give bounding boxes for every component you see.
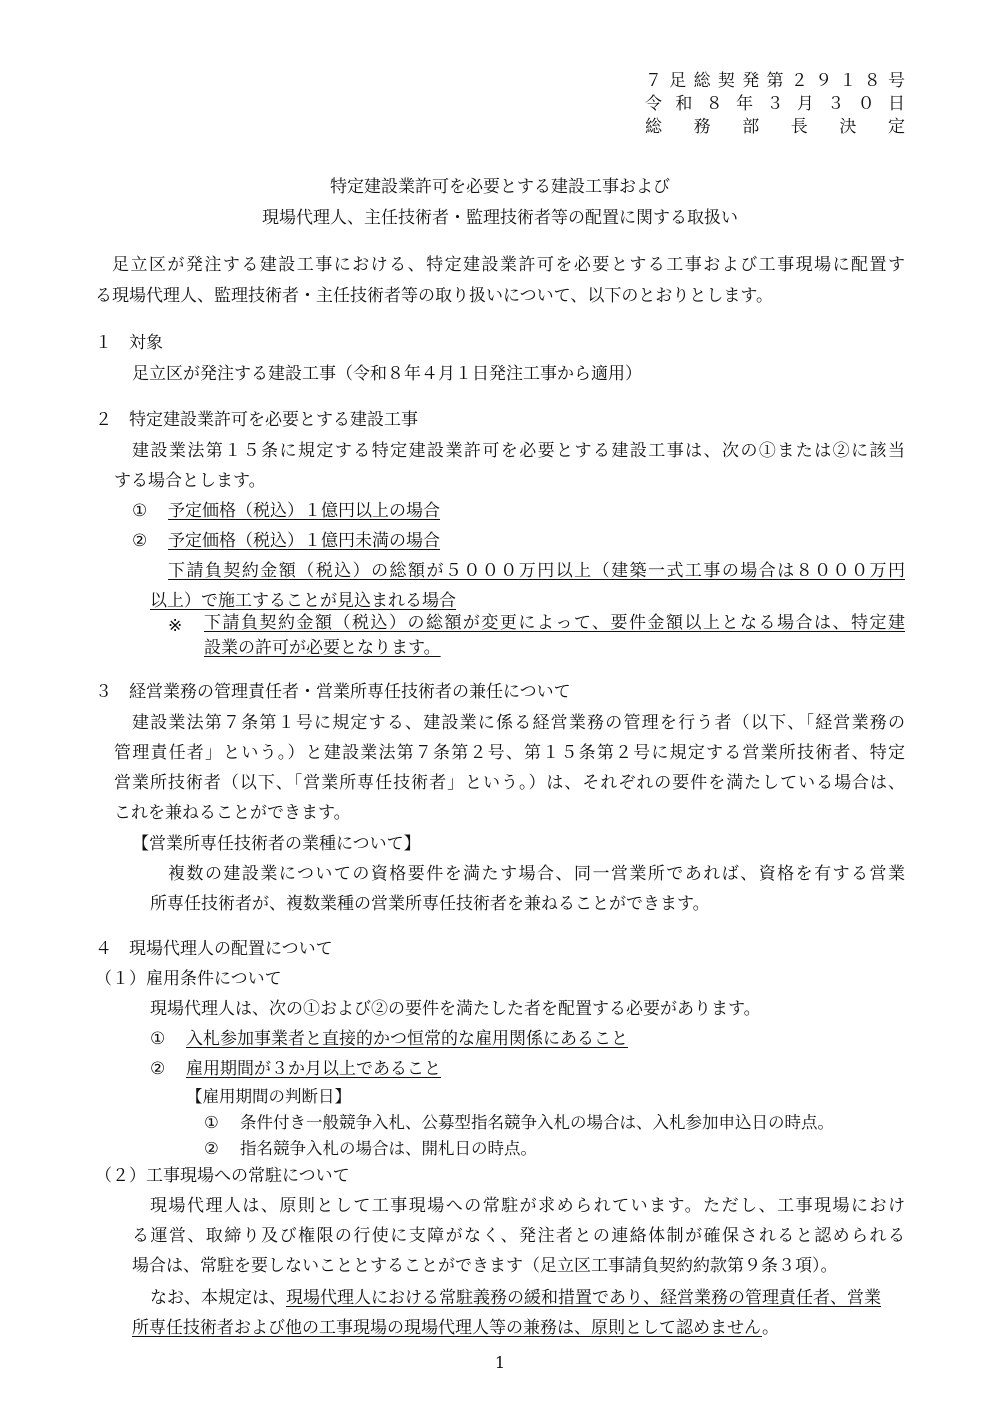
- section-3-body-line-2: 管理責任者」という。）と建設業法第７条第２号、第１５条第２号に規定する営業所技術者、特定: [114, 743, 905, 763]
- section-2-item-1-text: 予定価格（税込）１億円以上の場合: [168, 501, 440, 521]
- section-2-item-2-sub-line-2: 以上）で施工することが見込まれる場合: [150, 591, 456, 611]
- section-2-item-2-text: 予定価格（税込）１億円未満の場合: [168, 531, 440, 551]
- section-1-body: 足立区が発注する建設工事（令和８年４月１日発注工事から適用）: [132, 364, 642, 384]
- section-4-sub-1-body: 現場代理人は、次の①および②の要件を満たした者を配置する必要があります。: [150, 999, 761, 1019]
- document-header: [645, 70, 905, 139]
- page-number: 1: [494, 1353, 506, 1372]
- section-2-heading: ２ 特定建設業許可を必要とする建設工事: [95, 410, 418, 430]
- section-2-item-1-number: ①: [132, 501, 148, 521]
- section-4-sub-2-line-5: 所専任技術者および他の工事現場の現場代理人等の兼務は、原則として認めません。: [132, 1318, 780, 1338]
- section-3-sub-line-1: 複数の建設業についての資格要件を満たす場合、同一営業所であれば、資格を有する営業: [168, 864, 905, 884]
- section-3-body-line-4: これを兼ねることができます。: [114, 803, 351, 823]
- document-decider: 総務部長決定: [645, 117, 905, 137]
- section-4-sub-2-line-1: 現場代理人は、原則として工事現場への常駐が求められています。ただし、工事現場におけ: [150, 1196, 905, 1216]
- section-4-req-1-number: ①: [150, 1029, 166, 1049]
- section-4-period-heading: 【雇用期間の判断日】: [186, 1087, 351, 1106]
- section-3-heading: ３ 経営業務の管理責任者・営業所専任技術者の兼任について: [95, 682, 571, 702]
- document-date: 令和８年３月３０日: [645, 94, 905, 114]
- section-4-heading: ４ 現場代理人の配置について: [95, 939, 333, 959]
- section-2-body-line-2: する場合とします。: [114, 471, 266, 491]
- section-2-item-2-sub-line-1: 下請負契約金額（税込）の総額が５０００万円以上（建築一式工事の場合は８０００万円: [168, 561, 905, 581]
- section-2-item-2-number: ②: [132, 531, 148, 551]
- section-3-body-line-1: 建設業法第７条第１号に規定する、建設業に係る経営業務の管理を行う者（以下、「経営業務の: [132, 713, 905, 733]
- section-4-sub-2-line-3: 場合は、常駐を要しないこととすることができます（足立区工事請負契約約款第９条３項）。: [132, 1256, 838, 1276]
- section-4-sub-2-heading: （２）工事現場への常駐について: [95, 1166, 350, 1186]
- section-4-period-2-number: ②: [204, 1139, 219, 1158]
- section-4-sub-1-heading: （１）雇用条件について: [95, 969, 282, 989]
- intro-line-2: る現場代理人、監理技術者・主任技術者等の取り扱いについて、以下のとおりとします。: [95, 286, 773, 306]
- section-2-note-line-2: 設業の許可が必要となります。: [204, 638, 441, 658]
- document-number: ７足総契発第２９１８号: [645, 71, 905, 91]
- section-4-period-1-number: ①: [204, 1113, 219, 1132]
- document-title-line-2: 現場代理人、主任技術者・監理技術者等の配置に関する取扱い: [262, 208, 738, 228]
- section-3-body-line-3: 営業所技術者（以下、「営業所専任技術者」という。）は、それぞれの要件を満たしている場合は、: [114, 773, 905, 793]
- section-3-subheading: 【営業所専任技術者の業種について】: [132, 834, 421, 854]
- intro-line-1: 足立区が発注する建設工事における、特定建設業許可を必要とする工事および工事現場に配置す: [112, 255, 905, 275]
- section-4-sub-2-line-4: なお、本規定は、現場代理人における常駐義務の緩和措置であり、経営業務の管理責任者、営業: [150, 1288, 881, 1308]
- section-1-heading: １ 対象: [95, 333, 163, 353]
- section-4-req-2-text: 雇用期間が３か月以上であること: [186, 1059, 441, 1079]
- section-2-body-line-1: 建設業法第１５条に規定する特定建設業許可を必要とする建設工事は、次の①または②に該当: [132, 441, 905, 461]
- section-4-sub-2-line-2: る運営、取締り及び権限の行使に支障がなく、発注者との連絡体制が確保されると認められる: [132, 1226, 905, 1246]
- section-4-req-2-number: ②: [150, 1059, 166, 1079]
- document-title-line-1: 特定建設業許可を必要とする建設工事および: [330, 177, 670, 197]
- section-4-period-1-text: 条件付き一般競争入札、公募型指名競争入札の場合は、入札参加申込日の時点。: [240, 1113, 834, 1132]
- section-4-period-2-text: 指名競争入札の場合は、開札日の時点。: [240, 1139, 537, 1158]
- section-2-note-line-1: 下請負契約金額（税込）の総額が変更によって、要件金額以上となる場合は、特定建: [204, 613, 905, 633]
- section-4-req-1-text: 入札参加事業者と直接的かつ恒常的な雇用関係にあること: [186, 1029, 628, 1049]
- section-2-note-mark: ※: [168, 616, 183, 636]
- section-3-sub-line-2: 所専任技術者が、複数業種の営業所専任技術者を兼ねることができます。: [150, 894, 710, 914]
